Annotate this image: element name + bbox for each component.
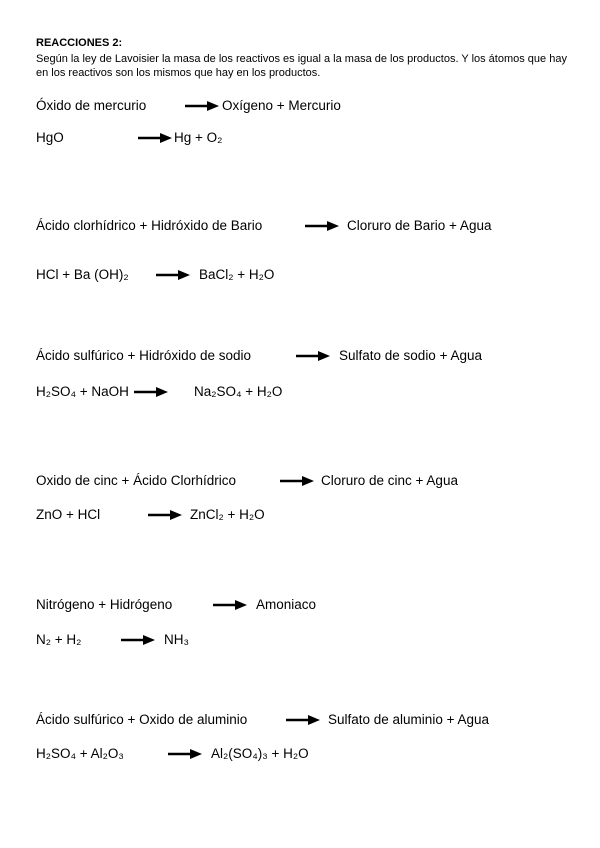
reaction-4-words-products: Cloruro de cinc + Agua xyxy=(321,473,458,488)
reaction-2-formula-products: BaCl₂ + H₂O xyxy=(199,267,275,282)
reaction-2-words-products: Cloruro de Bario + Agua xyxy=(347,218,492,233)
reaction-3-formula-reactants: H₂SO₄ + NaOH xyxy=(36,384,129,399)
reaction-arrow xyxy=(121,634,155,646)
reaction-arrow xyxy=(296,350,330,362)
reaction-3-formula-products: Na₂SO₄ + H₂O xyxy=(194,384,283,399)
reaction-arrow xyxy=(305,220,339,232)
reaction-6-formula-products: Al₂(SO₄)₃ + H₂O xyxy=(211,746,309,761)
reaction-4-formula-products: ZnCl₂ + H₂O xyxy=(190,507,265,522)
reaction-arrow xyxy=(286,714,320,726)
reaction-2-formula-reactants: HCl + Ba (OH)₂ xyxy=(36,267,129,282)
reaction-4-formula-reactants: ZnO + HCl xyxy=(36,507,101,522)
reaction-6-words-reactants: Ácido sulfúrico + Oxido de aluminio xyxy=(36,712,248,727)
reaction-3-words-reactants: Ácido sulfúrico + Hidróxido de sodio xyxy=(36,348,251,363)
reaction-4-words-reactants: Oxido de cinc + Ácido Clorhídrico xyxy=(36,473,236,488)
reaction-6-formula-reactants: H₂SO₄ + Al₂O₃ xyxy=(36,746,124,761)
reaction-arrow xyxy=(148,509,182,521)
reaction-1-formula-products: Hg + O₂ xyxy=(174,130,223,145)
reaction-1-formula-reactants: HgO xyxy=(36,130,64,145)
page-title: REACCIONES 2: xyxy=(36,37,123,49)
reaction-2-words-reactants: Ácido clorhídrico + Hidróxido de Bario xyxy=(36,218,263,233)
reaction-1-words-reactants: Óxido de mercurio xyxy=(36,98,147,113)
intro-paragraph: Según la ley de Lavoisier la masa de los reactivos es igual a la masa de los productos. Y los átomos que hay en los reactivos son los mismos que hay en los productos. xyxy=(36,53,567,79)
reaction-arrow xyxy=(156,269,190,281)
reaction-3-words-products: Sulfato de sodio + Agua xyxy=(339,348,482,363)
reaction-5-formula-products: NH₃ xyxy=(164,632,189,647)
reaction-arrow xyxy=(213,599,247,611)
reaction-arrow xyxy=(138,132,172,144)
reaction-5-words-reactants: Nitrógeno + Hidrógeno xyxy=(36,597,173,612)
reaction-6-words-products: Sulfato de aluminio + Agua xyxy=(328,712,489,727)
reaction-1-words-products: Oxígeno + Mercurio xyxy=(222,98,341,113)
reaction-5-formula-reactants: N₂ + H₂ xyxy=(36,632,82,647)
reaction-arrow xyxy=(134,386,168,398)
reaction-arrow xyxy=(185,100,219,112)
reaction-5-words-products: Amoniaco xyxy=(256,597,317,612)
reaction-arrow xyxy=(168,748,202,760)
reaction-arrow xyxy=(280,475,314,487)
